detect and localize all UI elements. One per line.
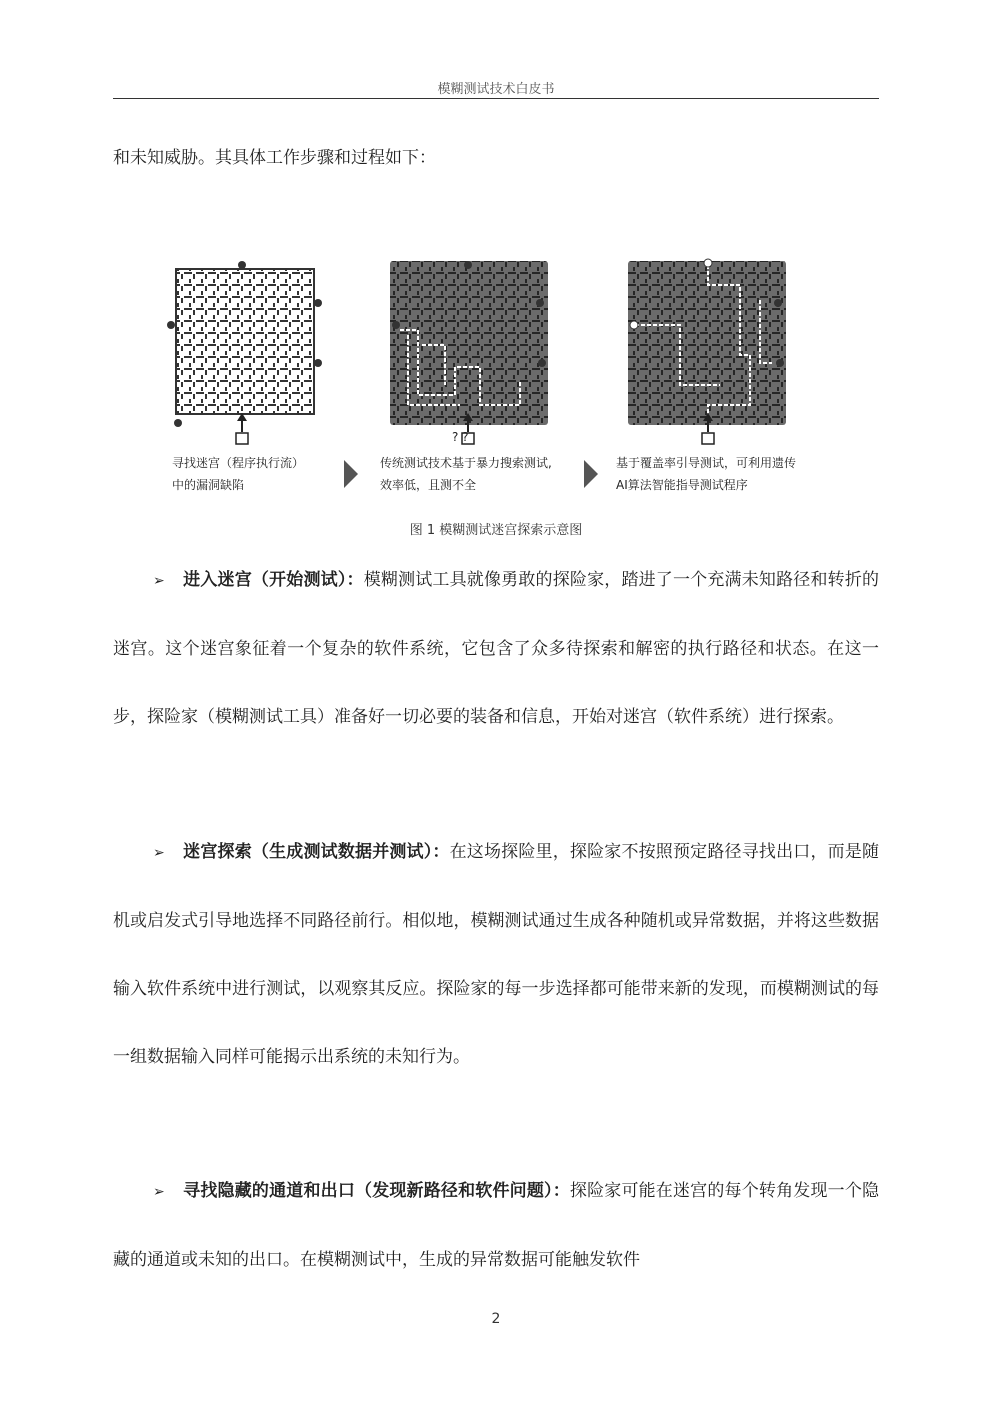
item-title: 迷宫探索（生成测试数据并测试）： <box>183 842 450 862</box>
bug-icon <box>314 359 322 367</box>
maze-panel-3 <box>628 259 786 444</box>
maze-figure <box>160 255 840 500</box>
flow-arrow-2 <box>584 460 598 488</box>
bug-icon <box>774 299 782 307</box>
item-text: 探险家可能在迷宫的每个转角发现一个隐藏的通道或未知的出口。在模糊测试中，生成的异常数据可能触发软件 <box>113 1181 879 1270</box>
panel-3-label-line1: 基于覆盖率引导测试，可利用遗传 <box>616 456 797 470</box>
header-rule <box>113 98 879 99</box>
robot-icon <box>236 433 248 444</box>
robot-icon <box>702 433 714 444</box>
item-text: 在这场探险里，探险家不按照预定路径寻找出口，而是随机或启发式引导地选择不同路径前行。相似地，模糊测试通过生成各种随机或异常数据，并将这些数据输入软件系统中进行测试，以观察其反应。探险家的每一步选择都可能带来新的发现，而模糊测试的每一组数据输入同样可能揭示出系统的未知行为。 <box>113 842 879 1067</box>
flow-arrow-1 <box>344 460 358 488</box>
bug-icon <box>167 321 175 329</box>
item-title: 进入迷宫（开始测试）： <box>183 570 364 590</box>
bug-icon <box>174 419 182 427</box>
item-text: 模糊测试工具就像勇敢的探险家，踏进了一个充满未知路径和转折的迷宫。这个迷宫象征着一个复杂的软件系统，它包含了众多待探索和解密的执行路径和状态。在这一步，探险家（模糊测试工具）准备好一切必要的装备和信息，开始对迷宫（软件系统）进行探索。 <box>113 570 880 727</box>
page-header-title: 模糊测试技术白皮书 <box>437 82 555 97</box>
figure-caption: 图 1 模糊测试迷宫探索示意图 <box>409 523 583 538</box>
bug-icon <box>238 261 246 269</box>
bug-icon <box>776 359 784 367</box>
bug-icon <box>536 299 544 307</box>
bug-icon <box>630 321 638 329</box>
bug-icon <box>464 261 472 269</box>
panel-1-label-line2: 中的漏洞缺陷 <box>172 478 245 492</box>
panel-1-label-line1: 寻找迷宫（程序执行流） <box>172 456 305 470</box>
page-number: 2 <box>491 1311 501 1327</box>
item-hidden-passages <box>113 1157 879 1294</box>
panel-2-label-line1: 传统测试技术基于暴力搜索测试, <box>380 456 552 470</box>
question-marks: ? ? <box>452 430 469 444</box>
item-title: 寻找隐藏的通道和出口（发现新路径和软件问题）： <box>183 1181 570 1201</box>
item-maze-explore <box>113 818 879 1091</box>
panel-2-label-line2: 效率低，且测不全 <box>380 478 477 492</box>
maze-panel-1 <box>167 261 322 444</box>
bullet-icon: ➢ <box>153 1184 165 1200</box>
bullet-icon: ➢ <box>153 573 165 589</box>
bug-icon <box>392 321 400 329</box>
maze-panel-2 <box>390 261 548 444</box>
bullet-icon: ➢ <box>153 845 165 861</box>
bug-icon <box>314 299 322 307</box>
bug-icon <box>704 259 712 267</box>
item-enter-maze <box>113 546 879 751</box>
intro-text: 和未知威胁。其具体工作步骤和过程如下： <box>113 148 436 168</box>
bug-icon <box>538 359 546 367</box>
panel-3-label-line2: AI算法智能指导测试程序 <box>616 478 748 492</box>
